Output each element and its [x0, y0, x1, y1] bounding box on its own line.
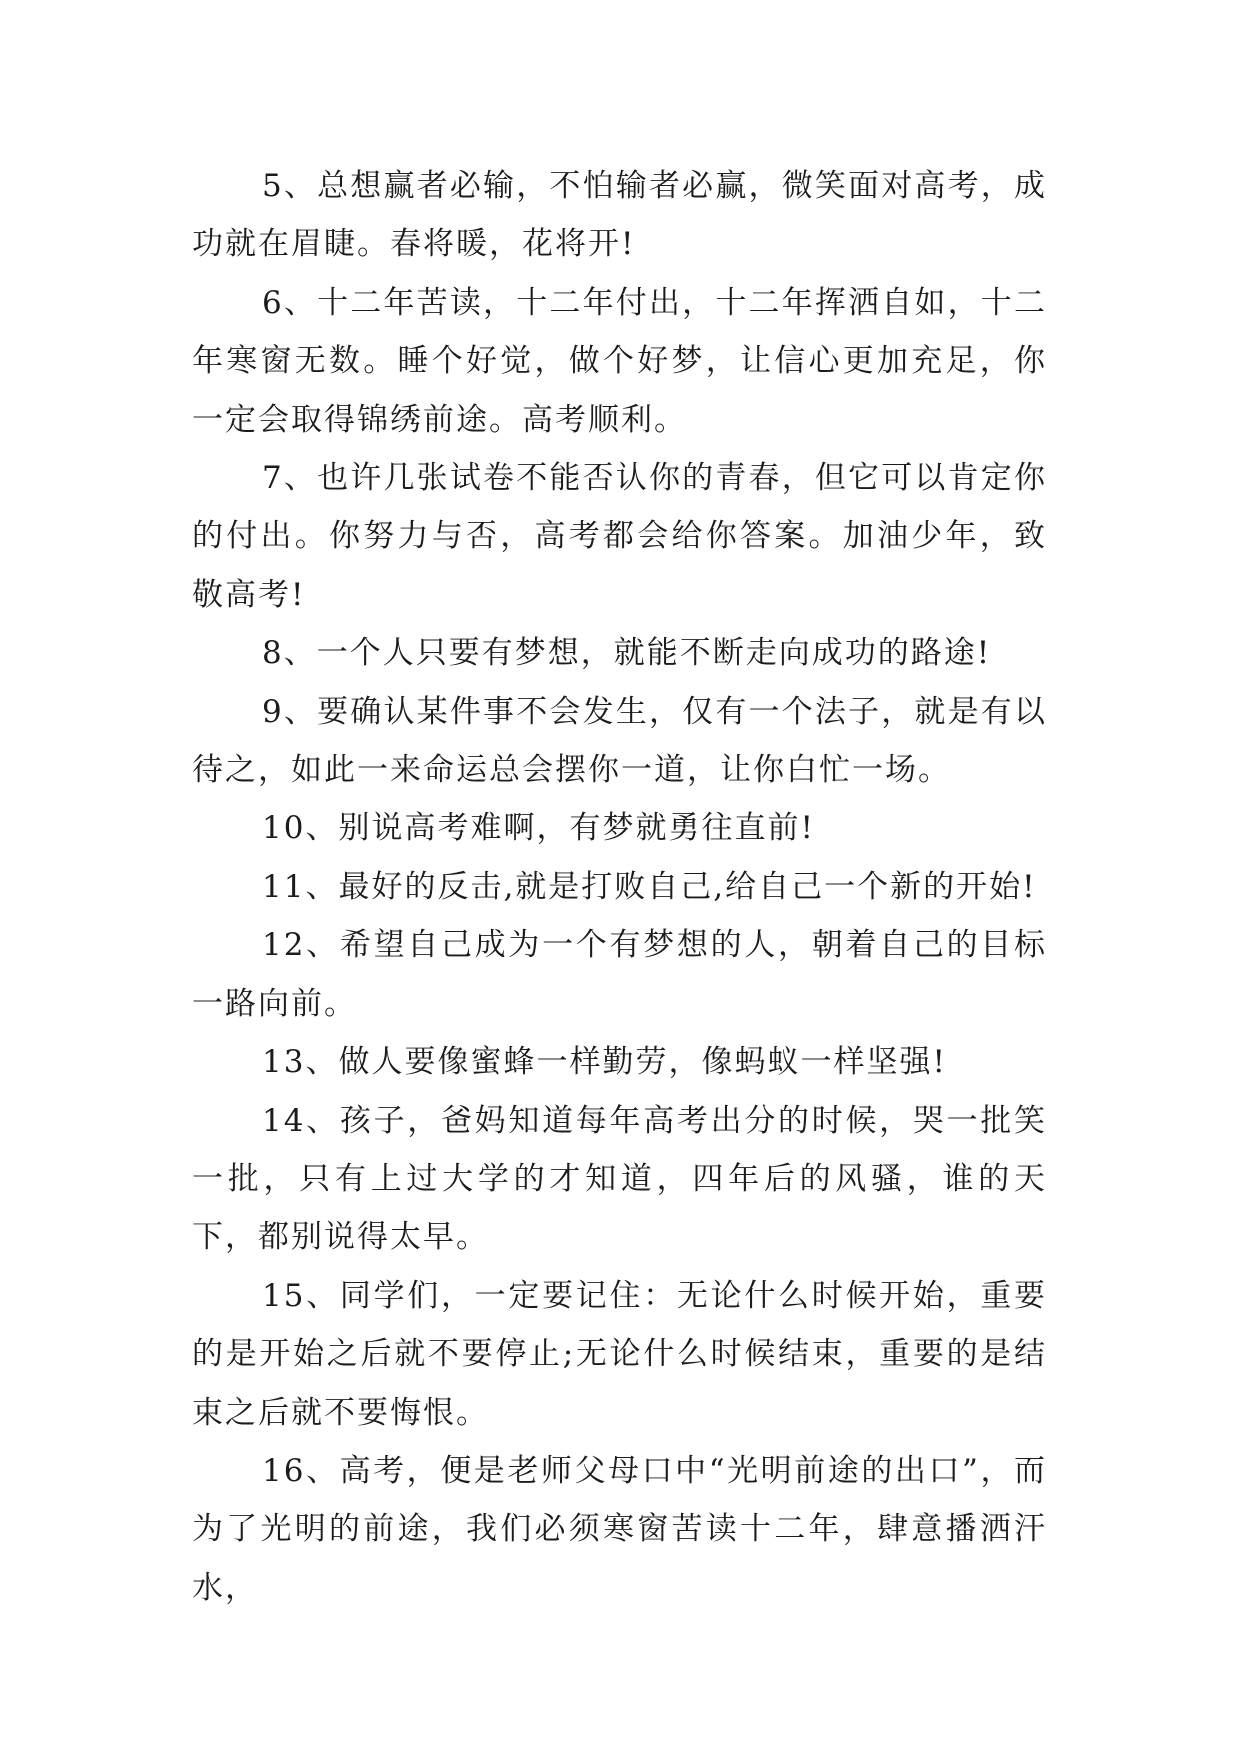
paragraph-7: 7、也许几张试卷不能否认你的青春，但它可以肯定你的付出。你努力与否，高考都会给你答案。加油少年，致敬高考!: [192, 460, 1047, 613]
paragraph-15: 15、同学们，一定要记住：无论什么时候开始，重要的是开始之后就不要停止;无论什么时候结束，重要的是结束之后就不要悔恨。: [192, 1277, 1047, 1431]
paragraph-12: 12、希望自己成为一个有梦想的人，朝着自己的目标一路向前。: [192, 927, 1047, 1022]
document-body: [192, 157, 1047, 1617]
paragraph-10: 10、别说高考难啊，有梦就勇往直前!: [262, 810, 815, 847]
paragraph-5: 5、总想赢者必输，不怕输者必赢，微笑面对高考，成功就在眉睫。春将暖，花将开!: [192, 168, 1047, 263]
paragraph-14: 14、孩子，爸妈知道每年高考出分的时候，哭一批笑一批，只有上过大学的才知道，四年后的风骚，谁的天下，都别说得太早。: [192, 1102, 1047, 1256]
paragraph-9: 9、要确认某件事不会发生，仅有一个法子，就是有以待之，如此一来命运总会摆你一道，让你白忙一场。: [192, 693, 1047, 789]
paragraph-13: 13、做人要像蜜蜂一样勤劳，像蚂蚁一样坚强!: [262, 1044, 947, 1081]
paragraph-11: 11、最好的反击,就是打败自己,给自己一个新的开始!: [262, 868, 1037, 905]
paragraph-8: 8、一个人只要有梦想，就能不断走向成功的路途!: [262, 635, 992, 672]
paragraph-6: 6、十二年苦读，十二年付出，十二年挥洒自如，十二年寒窗无数。睡个好觉，做个好梦，让信心更加充足，你一定会取得锦绣前途。高考顺利。: [192, 284, 1047, 438]
paragraph-16: 16、高考，便是老师父母口中“光明前途的出口”，而为了光明的前途，我们必须寒窗苦读十二年，肆意播洒汗水，: [192, 1452, 1047, 1606]
